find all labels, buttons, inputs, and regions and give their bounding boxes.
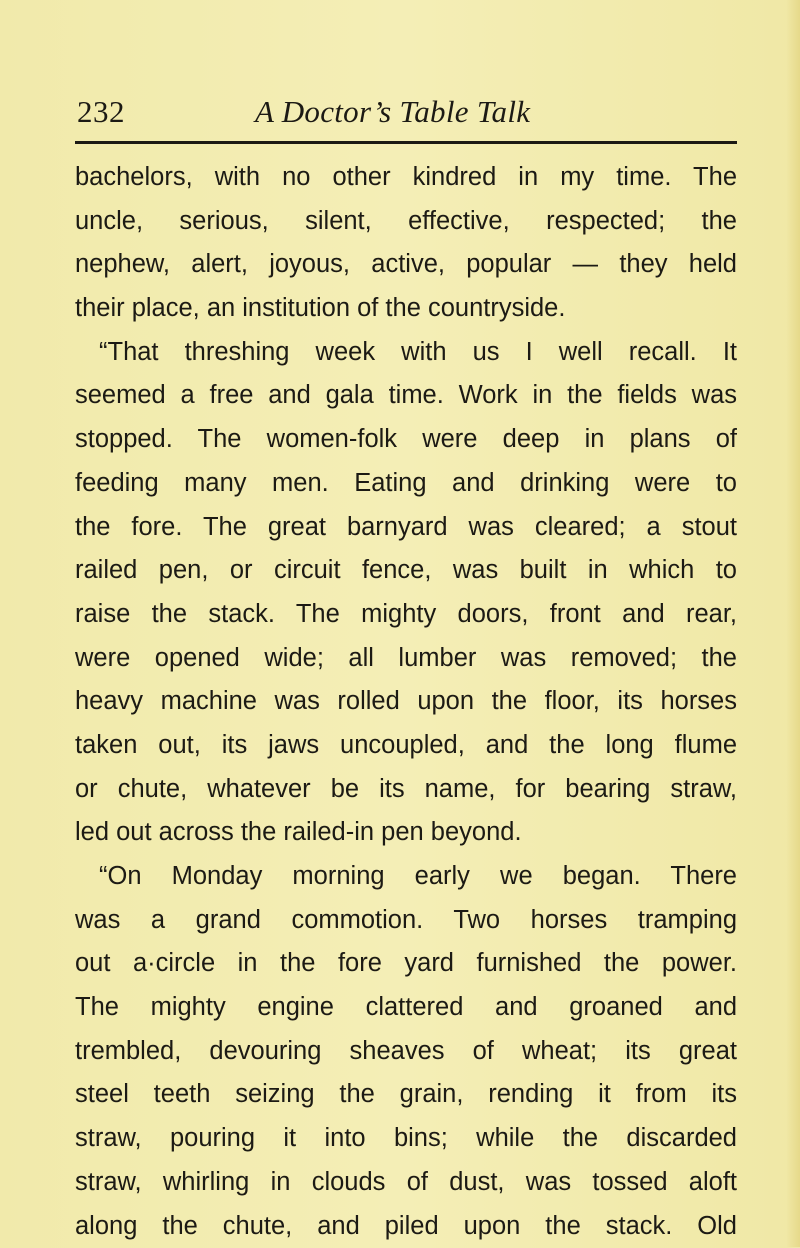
text-line: their place, an institution of the countryside. [75, 287, 737, 331]
text-line: uncle, serious, silent, effective, respected; the [75, 200, 737, 244]
text-line: The mighty engine clattered and groaned and [75, 986, 737, 1030]
running-head-title: A Doctor’s Table Talk [255, 92, 530, 132]
text-line: the fore. The great barnyard was cleared; a stout [75, 506, 737, 550]
text-line: stopped. The women-folk were deep in plans of [75, 418, 737, 462]
text-line: steel teeth seizing the grain, rending it from its [75, 1073, 737, 1117]
text-line: trembled, devouring sheaves of wheat; its great [75, 1030, 737, 1074]
text-line: feeding many men. Eating and drinking were to [75, 462, 737, 506]
text-line: “That threshing week with us I well recall. It [75, 331, 737, 375]
body-text [75, 156, 737, 1248]
text-line: along the chute, and piled upon the stack. Old [75, 1205, 737, 1248]
text-line: heavy machine was rolled upon the floor, its horses [75, 680, 737, 724]
text-line: out a·circle in the fore yard furnished the power. [75, 942, 737, 986]
text-line: railed pen, or circuit fence, was built in which to [75, 549, 737, 593]
text-line: straw, whirling in clouds of dust, was tossed aloft [75, 1161, 737, 1205]
text-line: was a grand commotion. Two horses tramping [75, 899, 737, 943]
text-line: straw, pouring it into bins; while the discarded [75, 1117, 737, 1161]
text-line: raise the stack. The mighty doors, front and rear, [75, 593, 737, 637]
page-edge-shadow [786, 0, 800, 1247]
text-line: nephew, alert, joyous, active, popular — they held [75, 243, 737, 287]
text-line: bachelors, with no other kindred in my time. The [75, 156, 737, 200]
text-line: led out across the railed-in pen beyond. [75, 811, 737, 855]
text-line: seemed a free and gala time. Work in the fields was [75, 374, 737, 418]
header-rule [75, 141, 737, 144]
book-page [75, 0, 737, 1247]
text-line: were opened wide; all lumber was removed; the [75, 637, 737, 681]
text-line: taken out, its jaws uncoupled, and the long flume [75, 724, 737, 768]
page-number: 232 [77, 92, 125, 132]
text-line: or chute, whatever be its name, for bearing straw, [75, 768, 737, 812]
running-head [75, 92, 737, 132]
text-line: “On Monday morning early we began. There [75, 855, 737, 899]
